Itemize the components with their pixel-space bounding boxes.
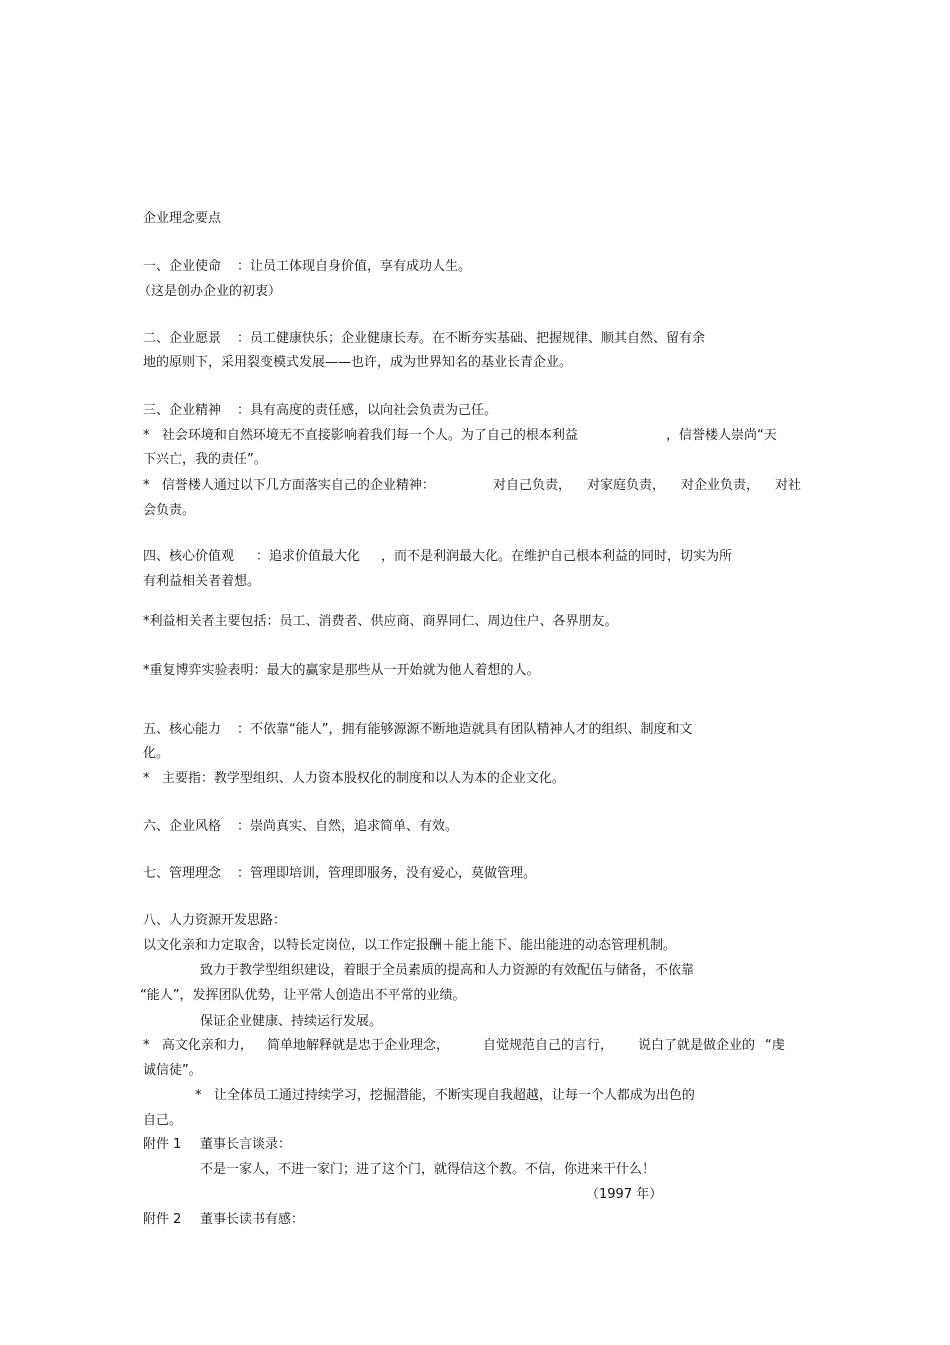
section-8-bullet-1-cont: 诚信徒”。 — [143, 1063, 202, 1078]
attachment-1-label: 附件 1 — [143, 1137, 182, 1152]
section-8-line-3: “能人”，发挥团队优势，让平常人创造出不平常的业绩。 — [140, 988, 466, 1003]
attachment-1-year: （1997 年） — [586, 1187, 663, 1202]
attachment-1-quote: 不是一家人，不进一家门；进了这个门，就得信这个教。不信，你进来干什么！ — [200, 1162, 656, 1177]
section-3-bullet-2: * 信誉楼人通过以下几方面落实自己的企业精神： — [143, 478, 435, 493]
section-5-text-cont: 化。 — [143, 746, 170, 761]
section-3-bullet-2-cont: 会负责。 — [143, 503, 196, 518]
section-8-line-4: 保证企业健康、持续运行发展。 — [200, 1014, 383, 1029]
section-8-bullet-1-b: 简单地解释就是忠于企业理念， — [267, 1038, 450, 1053]
section-3-item-society: 对社 — [775, 478, 802, 493]
section-7-text: ：管理即培训，管理即服务，没有爱心，莫做管理。 — [237, 866, 537, 881]
section-2-heading: 二、企业愿景 — [143, 331, 222, 346]
section-5-bullet: * 主要指：教学型组织、人力资本股权化的制度和以人为本的企业文化。 — [143, 771, 565, 786]
section-4-heading: 四、核心价值观 — [143, 549, 235, 564]
section-3-item-company: 对企业负责， — [681, 478, 760, 493]
section-1-text: ：让员工体现自身价值，享有成功人生。 — [237, 259, 472, 274]
section-3-item-self: 对自己负责， — [493, 478, 572, 493]
section-3-bullet-1-tail: ，信誉楼人崇尚“天 — [666, 428, 777, 443]
section-3-text: ：具有高度的责任感，以向社会负责为己任。 — [237, 403, 498, 418]
section-8-bullet-1-d: 说白了就是做企业的 — [638, 1038, 756, 1053]
section-1-note: （这是创办企业的初衷） — [138, 284, 282, 299]
section-8-heading: 八、人力资源开发思路： — [143, 913, 287, 928]
section-7-heading: 七、管理理念 — [143, 866, 222, 881]
section-4-note-1: *利益相关者主要包括：员工、消费者、供应商、商界同仁、周边住户、各界朋友。 — [143, 614, 618, 629]
section-8-line-1: 以文化亲和力定取舍，以特长定岗位，以工作定报酬＋能上能下、能出能进的动态管理机制。 — [143, 938, 677, 953]
attachment-1-title: 董事长言谈录： — [200, 1137, 292, 1152]
section-3-bullet-1-cont: 下兴亡，我的责任”。 — [143, 452, 267, 467]
section-3-item-family: 对家庭负责， — [587, 478, 666, 493]
section-8-bullet-1: * 高文化亲和力， — [143, 1038, 253, 1053]
section-2-text: ：员工健康快乐；企业健康长寿。在不断夯实基础、把握规律、顺其自然、留有余 — [237, 331, 706, 346]
section-3-heading: 三、企业精神 — [143, 403, 222, 418]
section-2-text-cont: 地的原则下，采用裂变模式发展——也许，成为世界知名的基业长青企业。 — [143, 355, 573, 370]
section-3-bullet-1: * 社会环境和自然环境无不直接影响着我们每一个人。为了自己的根本利益 — [143, 428, 578, 443]
section-4-note-2: *重复博弈实验表明：最大的赢家是那些从一开始就为他人着想的人。 — [143, 663, 540, 678]
section-8-bullet-1-c: 自觉规范自己的言行， — [483, 1038, 614, 1053]
section-6-heading: 六、企业风格 — [143, 819, 222, 834]
section-4-text-b: ，而不是利润最大化。在维护自己根本利益的同时，切实为所 — [381, 549, 733, 564]
attachment-2-title: 董事长读书有感： — [200, 1212, 305, 1227]
section-8-bullet-1-e: “虔 — [765, 1038, 785, 1053]
section-1-heading: 一、企业使命 — [143, 259, 222, 274]
attachment-2-label: 附件 2 — [143, 1212, 182, 1227]
section-8-bullet-2-cont: 自己。 — [143, 1113, 183, 1128]
section-8-bullet-2: * 让全体员工通过持续学习，挖掘潜能，不断实现自我超越，让每一个人都成为出色的 — [195, 1088, 695, 1103]
section-5-text: ：不依靠“能人”，拥有能够源源不断地造就具有团队精神人才的组织、制度和文 — [237, 722, 693, 737]
section-6-text: ：崇尚真实、自然，追求简单、有效。 — [237, 819, 459, 834]
section-5-heading: 五、核心能力 — [143, 722, 222, 737]
section-8-line-2: 致力于教学型组织建设，着眼于全员素质的提高和人力资源的有效配伍与储备，不依靠 — [200, 963, 695, 978]
doc-title: 企业理念要点 — [143, 211, 222, 226]
section-4-text-cont: 有利益相关者着想。 — [143, 574, 261, 589]
section-4-text: ：追求价值最大化 — [256, 549, 361, 564]
